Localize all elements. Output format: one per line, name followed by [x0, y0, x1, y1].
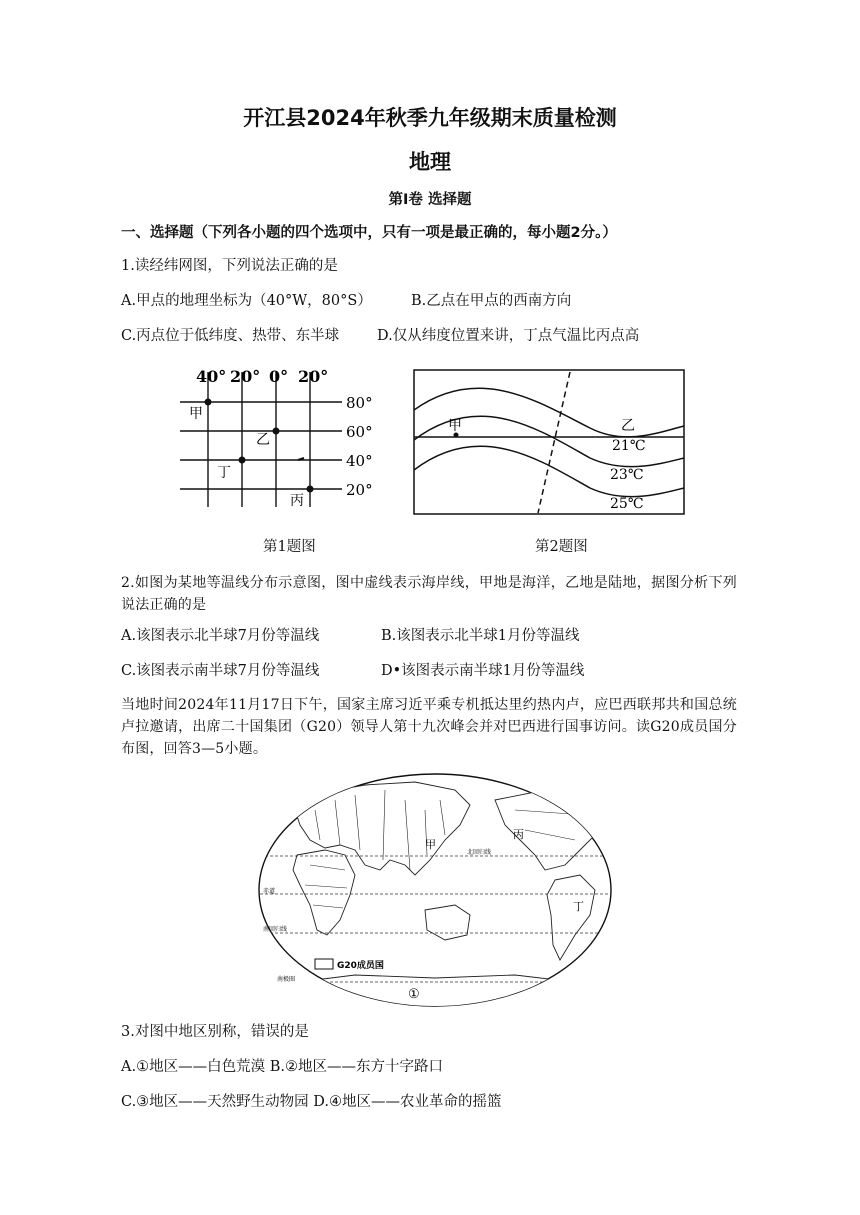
lon-label-20e: 20°	[298, 367, 329, 386]
lat-label-60: 60°	[346, 423, 373, 441]
volume-title: 第Ⅰ卷 选择题	[388, 192, 472, 208]
map-label-one: ①	[408, 987, 420, 1002]
map-label-jia: 甲	[425, 838, 436, 851]
figure-2-caption: 第2题图	[535, 539, 588, 555]
q2-option-b: B.该图表示北半球1月份等温线	[381, 628, 580, 644]
q3-options-ab: A.①地区——白色荒漠 B.②地区——东方十字路口	[121, 1059, 443, 1075]
lon-label-0: 0°	[269, 367, 289, 386]
q2-stem: 2.如图为某地等温线分布示意图，图中虚线表示海岸线，甲地是海洋，乙地是陆地，据图分析下列说法正确的是	[121, 575, 737, 613]
fig2-jia: 甲	[448, 418, 462, 434]
lat-label-20: 20°	[346, 481, 373, 499]
q3-options-cd: C.③地区——天然野生动物园 D.④地区——农业革命的摇篮	[121, 1094, 502, 1110]
figure-1-grid	[170, 362, 390, 517]
q1-option-c: C.丙点位于低纬度、热带、东半球	[121, 328, 340, 344]
q3-stem: 3.对图中地区别称，错误的是	[121, 1024, 309, 1040]
q1-option-a: A.甲点的地理坐标为（40°W，80°S）	[121, 293, 372, 309]
figure-1-caption: 第1题图	[263, 539, 316, 555]
map-antarctic: 南极圈	[277, 976, 296, 983]
q2-option-a: A.该图表示北半球7月份等温线	[121, 628, 320, 644]
q2-option-d: D•该图表示南半球1月份等温线	[381, 663, 585, 679]
section-heading: 一、选择题（下列各小题的四个选项中，只有一项是最正确的，每小题2分。）	[121, 225, 617, 241]
lat-label-80: 80°	[346, 394, 373, 412]
isotherm-21: 21℃	[612, 438, 646, 454]
lat-label-40: 40°	[346, 452, 373, 470]
map-label-bing: 丙	[513, 828, 524, 841]
exam-title: 开江县2024年秋季九年级期末质量检测	[243, 106, 617, 130]
isotherm-23: 23℃	[610, 467, 644, 483]
map-label-ding: 丁	[573, 900, 584, 913]
map-tropic-n: 北回归线	[467, 849, 492, 856]
q2-option-c: C.该图表示南半球7月份等温线	[121, 663, 320, 679]
map-tropic-s: 南回归线	[263, 926, 288, 933]
figure-2-isotherms	[410, 368, 690, 518]
lon-label-40: 40°	[196, 367, 227, 386]
lon-label-20w: 20°	[230, 367, 261, 386]
fig2-yi: 乙	[621, 418, 635, 434]
point-jia: 甲	[189, 406, 203, 422]
point-bing: 丙	[290, 493, 304, 509]
point-ding: 丁	[217, 465, 231, 481]
g20-world-map	[255, 770, 615, 1010]
q1-stem: 1.读经纬网图，下列说法正确的是	[121, 258, 338, 274]
subject-title: 地理	[409, 150, 451, 174]
q1-option-b: B.乙点在甲点的西南方向	[411, 293, 572, 309]
q1-option-d: D.仅从纬度位置来讲，丁点气温比丙点高	[377, 328, 640, 344]
isotherm-25: 25℃	[610, 496, 644, 512]
g20-passage: 当地时间2024年11月17日下午，国家主席习近平乘专机抵达里约热内卢，应巴西联邦共和国总统卢拉邀请，出席二十国集团（G20）领导人第十九次峰会并对巴西进行国事访问。读G20成员国分布图，回答3—5小题。	[121, 697, 737, 757]
map-equator: 赤道	[263, 888, 276, 895]
point-yi: 乙	[256, 432, 270, 448]
map-legend: G20成员国	[337, 961, 384, 971]
